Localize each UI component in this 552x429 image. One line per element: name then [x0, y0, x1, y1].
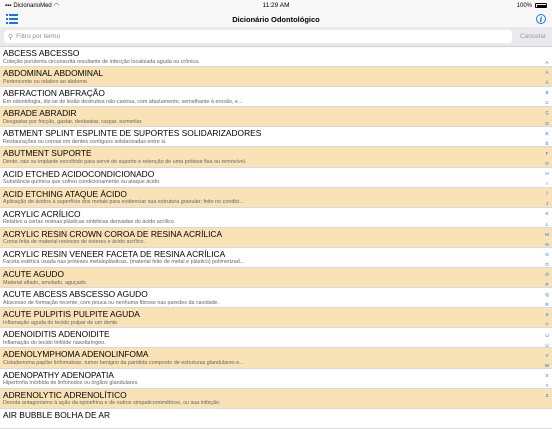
term-title: ADRENOLYTIC ADRENOLÍTICO [3, 389, 127, 400]
index-letter[interactable]: X [545, 372, 549, 378]
list-item[interactable] [0, 369, 552, 389]
term-title: ADENOPATHY ADENOPATIA [3, 369, 114, 380]
index-letter[interactable]: M [545, 231, 549, 237]
list-item[interactable] [0, 409, 552, 429]
list-item[interactable] [0, 127, 552, 147]
term-definition: Em odontologia, diz-se de lesão destrutiva não-cariosa, com afastamento, semelhante à erosão, e... [3, 98, 243, 105]
list-item[interactable] [0, 308, 552, 328]
list-item[interactable] [0, 168, 552, 188]
term-definition: Faceta estética usada nas próteses metaloplásticas. (material feito de metal e plástico) polimerizad... [3, 259, 245, 266]
index-letter[interactable]: S [545, 312, 549, 318]
index-letter[interactable]: D [545, 120, 549, 126]
term-definition: Cistadenoma papilar linfomatoso, tumor benigno da parótida composto de estruturas glandulares e... [3, 359, 244, 366]
index-letter[interactable]: V [545, 352, 549, 358]
term-title: ACRYLIC ACRÍLICO [3, 208, 81, 219]
term-title: ABFRACTION ABFRAÇÃO [3, 88, 105, 99]
term-title: ABRADE ABRADIR [3, 108, 77, 119]
term-definition: Inflamação do tecido linfóide nasofaríngeo. [3, 339, 106, 346]
search-bar [0, 27, 552, 47]
list-item[interactable] [0, 107, 552, 127]
index-letter[interactable]: C [545, 100, 549, 106]
index-letter[interactable]: F [545, 150, 549, 156]
index-letter[interactable]: Y [545, 383, 549, 388]
index-letter[interactable]: N [545, 241, 549, 247]
list-item[interactable] [0, 248, 552, 268]
index-letter[interactable]: Á [545, 70, 549, 76]
index-letter[interactable]: Í [546, 191, 548, 197]
term-definition: Substância química que sofreu condicionamento ou ataque ácido. [3, 179, 161, 186]
term-title: ABDOMINAL ABDOMINAL [3, 68, 104, 79]
list-item[interactable] [0, 67, 552, 87]
index-letter[interactable]: Ú [545, 342, 549, 348]
term-title: ACRYLIC RESIN CROWN COROA DE RESINA ACRÍLICA [3, 228, 223, 239]
battery-icon [535, 3, 547, 8]
index-letter[interactable]: B [545, 90, 549, 96]
status-right [517, 3, 547, 9]
term-definition: Relativo a certas resinas plásticas sintéticas derivadas do ácido acrílico. [3, 219, 176, 226]
list-menu-icon[interactable] [6, 14, 18, 24]
list-item[interactable] [0, 228, 552, 248]
term-definition: Desgastar por fricção, gastar, desbastar, raspar, esmerilar. [3, 118, 143, 125]
term-title: ACRYLIC RESIN VENEER FACETA DE RESINA ACRÍLICA [3, 248, 226, 259]
nav-bar [0, 11, 552, 27]
list-item[interactable] [0, 268, 552, 288]
list-item[interactable] [0, 328, 552, 348]
list-item[interactable] [0, 188, 552, 208]
term-definition: Denota antagonismo à ação da epinefrina e de outros simpaticomiméticos, ou sua inibição. [3, 400, 221, 407]
index-letter[interactable]: H [545, 171, 549, 177]
term-definition: Pertencente ou relativo ao abdome. [3, 78, 89, 85]
list-item[interactable] [0, 348, 552, 368]
status-left [5, 2, 59, 9]
index-letter[interactable]: Ó [545, 261, 549, 267]
term-definition: Dente, raiz ou implante escolhido para servir de suporte e retenção de uma prótese fixa ou removível. [3, 158, 247, 165]
list-item[interactable] [0, 288, 552, 308]
term-definition: Hipertrofia mórbida de linfonodos ou órgãos glandulares. [3, 380, 139, 386]
info-icon[interactable]: i [536, 14, 546, 24]
term-title: ACID ETCHED ACIDOCONDICIONADO [3, 168, 155, 179]
index-letter[interactable]: J [545, 201, 549, 207]
page-title: Dicionário Odontológico [232, 14, 320, 24]
index-letter[interactable]: A [545, 60, 549, 65]
list-item[interactable] [0, 147, 552, 167]
term-definition: Abscesso de formação recente, com pouca ou nenhuma fibrose nas paredes da cavidade. [3, 299, 220, 306]
carrier-name: DicionarioMed [13, 2, 52, 9]
signal-icon: ▪▪▪ [5, 2, 12, 9]
index-letter[interactable]: E [545, 130, 549, 136]
index-letter[interactable]: W [544, 362, 550, 368]
search-field[interactable] [4, 30, 512, 43]
list-item[interactable] [0, 47, 552, 67]
term-title: ACUTE PULPITIS PULPITE AGUDA [3, 309, 140, 320]
search-input[interactable] [16, 33, 508, 40]
index-letter[interactable]: Z [545, 393, 549, 399]
index-letter[interactable]: L [545, 221, 549, 227]
index-letter[interactable]: R [545, 302, 549, 308]
term-definition: Restaurações ou coroas em dentes contíguos solidarizadas entre si. [3, 138, 167, 145]
index-letter[interactable]: Ã [545, 80, 549, 86]
index-letter[interactable]: Q [545, 292, 549, 298]
index-letter[interactable]: Ç [545, 110, 549, 116]
index-letter[interactable]: Õ [545, 271, 549, 277]
cancel-button[interactable]: Cancelar [519, 33, 546, 40]
index-letter[interactable]: É [545, 140, 549, 146]
term-title: ABTMENT SPLINT ESPLINTE DE SUPORTES SOLIDARIZADORES [3, 128, 262, 139]
alphabet-index[interactable] [542, 58, 552, 401]
battery-percent: 100% [516, 2, 532, 9]
index-letter[interactable]: I [546, 181, 548, 187]
term-title: ABCESS ABCESSO [3, 48, 80, 58]
term-definition: Inflamação aguda do tecido pulpar de um dente. [3, 319, 119, 326]
index-letter[interactable]: O [545, 251, 549, 257]
term-definition: Aplicação de ácidos à superfície dos metais para evidenciar sua estrutura granular; feito no condici... [3, 199, 244, 206]
term-title: ACID ETCHING ATAQUE ÁCIDO [3, 188, 127, 199]
term-definition: Coroa feita de material resinoso de ésteres e ácido acrílico. [3, 239, 146, 246]
term-list [0, 47, 552, 429]
status-bar [0, 0, 552, 11]
index-letter[interactable]: G [545, 160, 549, 166]
index-letter[interactable]: P [545, 282, 549, 288]
term-title: ACUTE ABCESS ABSCESSO AGUDO [3, 289, 148, 300]
list-item[interactable] [0, 389, 552, 409]
list-item[interactable] [0, 208, 552, 228]
term-title: ACUTE AGUDO [3, 269, 64, 280]
status-time: 11:29 AM [262, 2, 290, 9]
index-letter[interactable]: U [545, 332, 549, 338]
term-title: ADENOIDITIS ADENOIDITE [3, 329, 110, 340]
term-title: ADENOLYMPHOMA ADENOLINFOMA [3, 349, 149, 360]
term-title: AIR BUBBLE BOLHA DE AR [3, 409, 111, 420]
index-letter[interactable]: T [545, 322, 549, 328]
search-icon: ⚲ [8, 33, 14, 41]
index-letter[interactable]: K [545, 211, 549, 217]
list-item[interactable] [0, 87, 552, 107]
wifi-icon: ◠ [53, 3, 59, 9]
term-definition: Coleção purulenta circunscrita resultante de infecção localizada aguda ou crônica. [3, 58, 200, 65]
term-definition: Material afiado, amolado, aguçado. [3, 279, 88, 286]
term-title: ABUTMENT SUPORTE [3, 148, 92, 159]
